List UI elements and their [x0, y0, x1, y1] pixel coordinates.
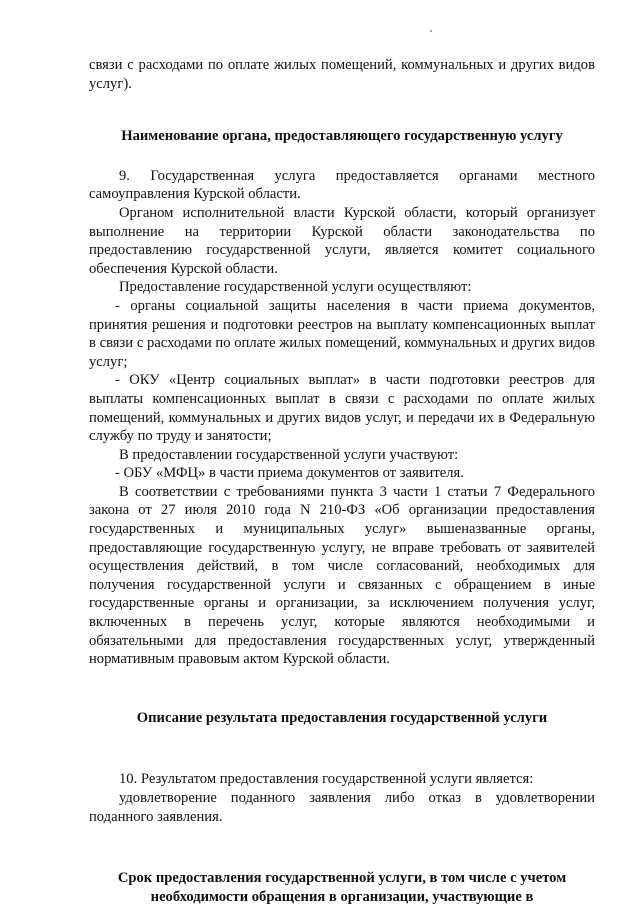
list-item-oku: - ОКУ «Центр социальных выплат» в части подготовки реестров для выплаты компенсационных выплат в связи с расходами по оплате жилых помещений, коммунальных и других видов услуг, и передачи их в Федеральную службу по труду и занятости; — [89, 372, 595, 445]
list-item-mfc: - ОБУ «МФЦ» в части приема документов от заявителя. — [115, 465, 464, 482]
paragraph-9: 9. Государственная услуга предоставляется органами местного самоуправления Курской области. — [89, 167, 595, 203]
paragraph-9-providers: Предоставление государственной услуги осуществляют: — [119, 279, 472, 296]
intro-paragraph: связи с расходами по оплате жилых помещений, коммунальных и других видов услуг). — [89, 57, 595, 92]
scan-speck — [430, 30, 432, 32]
document-body — [89, 56, 595, 906]
section-heading-term-line1: Срок предоставления государственной услуги, в том числе с учетом — [117, 870, 567, 887]
section-heading-term-line2: необходимости обращения в организации, участвующие в — [150, 888, 534, 905]
section-heading-authority: Наименование органа, предоставляющего государственную услугу — [121, 128, 563, 145]
paragraph-9-participants: В предоставлении государственной услуги участвуют: — [119, 446, 459, 463]
paragraph-9-organ: Органом исполнительной власти Курской области, который организует выполнение на территории Курской области законодательства по предоставлению государственной услуги, является комитет социального обеспечения Курской области. — [89, 204, 595, 277]
list-item-social-protection: - органы социальной защиты населения в части приема документов, принятия решения и подготовки реестров на выплату компенсационных выплат в связи с расходами по оплате жилых помещений, коммунальных и других видов услуг; — [89, 297, 595, 370]
paragraph-10: 10. Результатом предоставления государственной услуги является: — [119, 771, 534, 788]
paragraph-9-law: В соответствии с требованиями пункта 3 части 1 статьи 7 Федерального закона от 27 июля 2010 года N 210-ФЗ «Об организации предоставления государственных и муниципальных услуг» вышеназванные органы, предоставляющие государственную услугу, не вправе требовать от заявителей осуществления действий, в том числе согласований, необходимых для получения государственной услуги и связанных с обращением в иные государственные органы и организации, за исключением получения услуг, включенных в перечень услуг, которые являются необходимыми и обязательными для предоставления государственных услуг, утвержденный нормативным правовым актом Курской области. — [89, 483, 595, 668]
paragraph-10-body: удовлетворение поданного заявления либо отказ в удовлетворении поданного заявления. — [89, 790, 595, 825]
section-heading-result: Описание результата предоставления государственной услуги — [136, 709, 548, 726]
